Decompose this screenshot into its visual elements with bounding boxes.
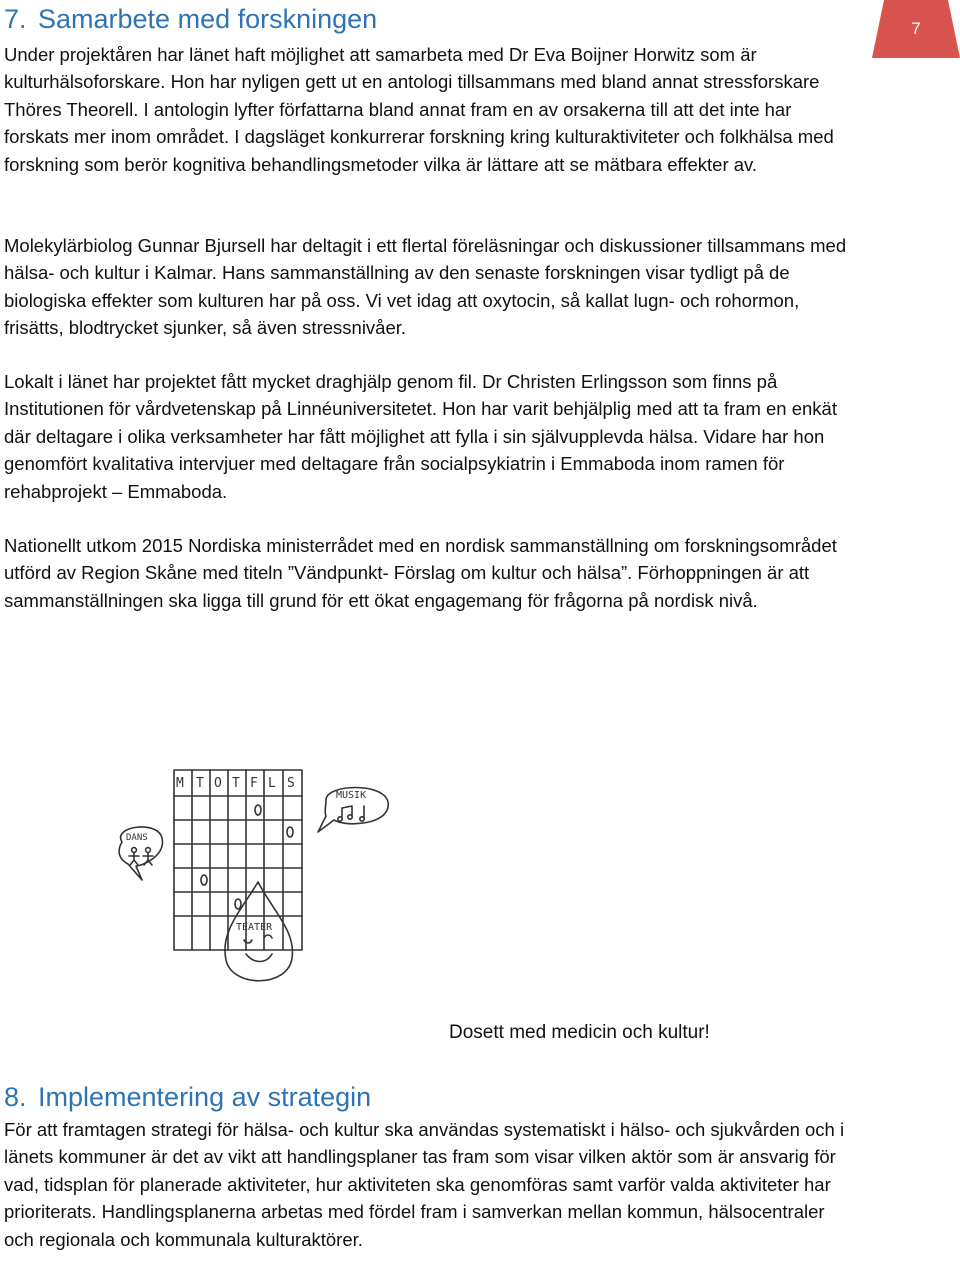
weekday-label: T xyxy=(196,776,204,791)
theater-drop-label: TEATER xyxy=(236,922,273,933)
section-8-heading xyxy=(4,1082,371,1113)
section-7-paragraph-4: Nationellt utkom 2015 Nordiska ministerrådet med en nordisk sammanställning om forskningsområdet utförd av Region Skåne med titeln ”Vändpunkt- Förslag om kultur och hälsa”. Förhoppningen är att sammanställningen ska ligga till grund för ett ökat engagemang för frågorna på nordisk nivå. xyxy=(4,535,837,611)
pill-organizer-illustration xyxy=(112,762,412,1024)
section-7-paragraph-3: Lokalt i länet har projektet fått mycket draghjälp genom fil. Dr Christen Erlingsson som finns på Institutionen för vårdvetenskap på Linnéuniversitetet. Hon har varit behjälplig med att ta fram en enkät där deltagare i olika verksamheter har fått möjlighet att fylla i sin självupplevda hälsa. Vidare har hon genomfört kvalitativa intervjuer med deltagare från socialpsykiatrin i Emmaboda inom ramen för rehabprojekt – Emmaboda. xyxy=(4,371,837,502)
section-7-number: 7. xyxy=(4,4,27,34)
music-bubble-label: MUSIK xyxy=(336,790,367,801)
weekday-label: F xyxy=(250,776,258,791)
page-number-badge xyxy=(872,0,960,58)
weekday-label: S xyxy=(287,776,295,791)
pill-organizer-drawing xyxy=(112,762,412,1024)
dance-bubble-label: DANS xyxy=(126,833,148,843)
page-number: 7 xyxy=(911,19,921,38)
section-7-heading xyxy=(4,4,377,35)
weekday-label: T xyxy=(232,776,240,791)
section-8-title: Implementering av strategin xyxy=(38,1082,372,1112)
section-7-paragraph-2: Molekylärbiolog Gunnar Bjursell har deltagit i ett flertal föreläsningar och diskussioner tillsammans med hälsa- och kultur i Kalmar. Hans sammanställning av den senaste forskningen visar tydligt på de biologiska effekter som kulturen har på oss. Vi vet idag att oxytocin, så kallat lugn- och rohormon, frisätts, blodtrycket sjunker, så även stressnivåer. xyxy=(4,235,847,339)
weekday-label: M xyxy=(176,776,184,791)
section-8-number: 8. xyxy=(4,1082,27,1112)
illustration-caption: Dosett med medicin och kultur! xyxy=(449,1022,710,1043)
weekday-label: L xyxy=(268,776,276,791)
section-7-title: Samarbete med forskningen xyxy=(38,4,378,34)
section-7-paragraph-1: Under projektåren har länet haft möjlighet att samarbeta med Dr Eva Boijner Horwitz som är kulturhälsoforskare. Hon har nyligen gett ut en antologi tillsammans med bland annat stressforskare Thöres Theorell. I antologin lyfter författarna bland annat fram en av orsakerna till att det inte har forskats mer inom området. I dagsläget konkurrerar forskning kring kulturaktiviteter och folkhälsa med forskning som berör kognitiva behandlingsmetoder vilka är lättare att se mätbara effekter av. xyxy=(4,44,834,175)
weekday-label: O xyxy=(214,776,222,791)
section-8-paragraph-1: För att framtagen strategi för hälsa- och kultur ska användas systematiskt i hälso- och sjukvården och i länets kommuner är det av vikt att handlingsplaner tas fram som visar vilken aktör som är ansvarig för vad, tidsplan för planerade aktiviteter, hur aktiviteten ska genomföras samt varför valda aktiviteter har prioriterats. Handlingsplanerna arbetas med fördel fram i samverkan mellan kommun, hälsocentraler och regionala och kommunala kulturaktörer. xyxy=(4,1119,845,1250)
